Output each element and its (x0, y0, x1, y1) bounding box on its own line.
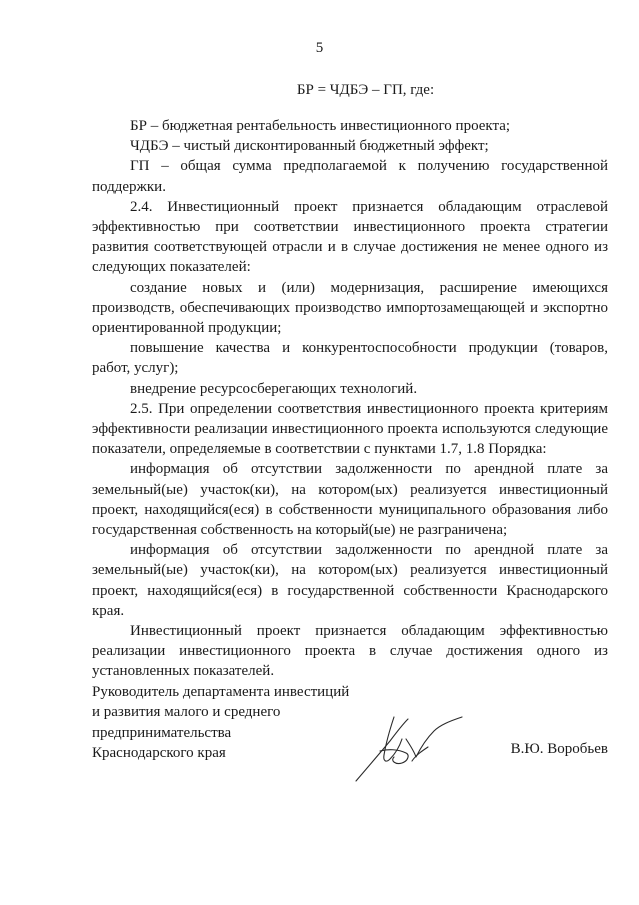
body-text (92, 116, 608, 682)
formula: БР = ЧДБЭ – ГП, где: (296, 82, 435, 98)
signatory-title-line: и развития малого и среднего (92, 704, 281, 721)
paragraph: создание новых и (или) модернизация, расширение имеющихся производств, обеспечивающих производство импортозамещающей и экспортно ориентированной продукции; (92, 279, 608, 337)
paragraph: информация об отсутствии задолженности по арендной плате за земельный(ые) участок(ки), на котором(ых) реализуется инвестиционный проект, находящийся(еся) в государственной собственности Краснодарского края. (92, 542, 608, 619)
paragraph: ГП – общая сумма предполагаемой к получению государственной поддержки. (92, 158, 608, 195)
signer-name: В.Ю. Воробьев (510, 741, 608, 757)
signatory-title-line: Краснодарского края (92, 744, 226, 761)
paragraph: БР – бюджетная рентабельность инвестиционного проекта; (130, 118, 511, 134)
signatory-title (92, 682, 392, 763)
paragraph: информация об отсутствии задолженности по арендной плате за земельный(ые) участок(ки), на котором(ых) реализуется инвестиционный проект, находящийся(еся) в собственности муниципального образования либо государственная собственность на который(ые) не разграничена; (92, 461, 608, 539)
handwritten-signature (350, 705, 470, 785)
paragraph: Инвестиционный проект признается обладающим эффективностью реализации инвестиционного проекта в случае достижения одного из установленных показателей. (92, 623, 608, 680)
signatory-title-line: Руководитель департамента инвестиций (92, 684, 350, 700)
signatory-title-line: предпринимательства (92, 724, 232, 741)
paragraph: внедрение ресурсосберегающих технологий. (130, 380, 418, 397)
page-number: 5 (315, 40, 324, 56)
paragraph: 2.4. Инвестиционный проект признается обладающим отраслевой эффективностью при соответствии инвестиционного проекта стратегии развития соответствующей отрасли и в случае достижения не менее одного из следующих показателей: (92, 198, 608, 276)
paragraph: повышение качества и конкурентоспособности продукции (товаров, работ, услуг); (92, 340, 608, 377)
paragraph: 2.5. При определении соответствия инвестиционного проекта критериям эффективности реализации инвестиционного проекта используются следующие показатели, определяемые в соответствии с пунктами 1.7, 1.8 Порядка: (92, 400, 608, 458)
paragraph: ЧДБЭ – чистый дисконтированный бюджетный эффект; (130, 138, 489, 155)
